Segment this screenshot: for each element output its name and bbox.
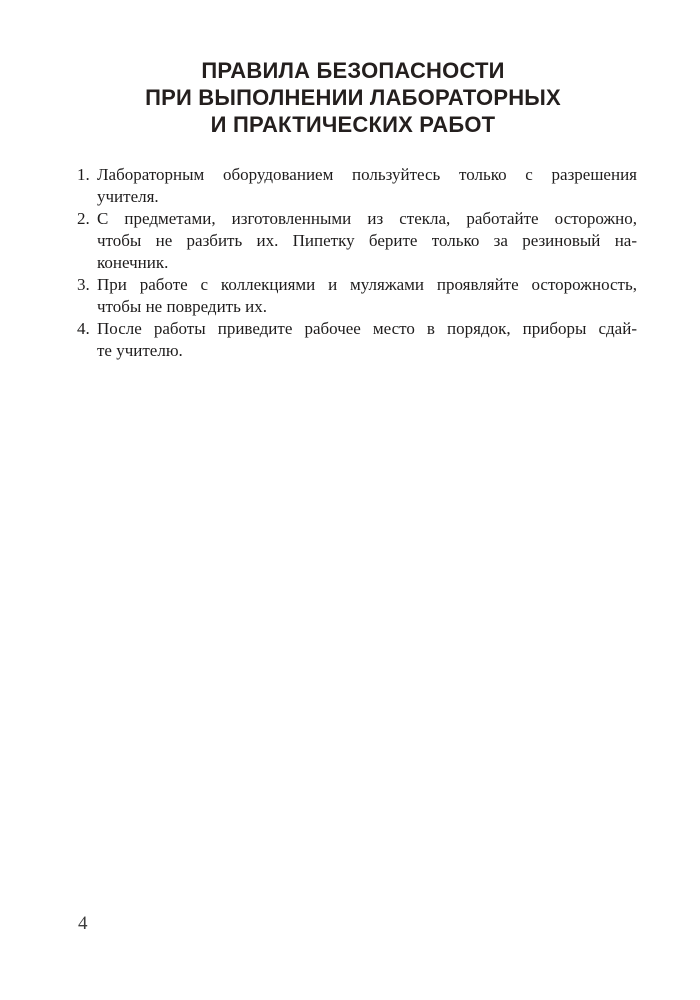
list-item-2: [77, 208, 637, 274]
item-number: 1.: [77, 165, 90, 184]
page-title-line-2: ПРИ ВЫПОЛНЕНИИ ЛАБОРАТОРНЫХ: [145, 85, 561, 110]
list-item-3: [77, 274, 637, 318]
item-number: 4.: [77, 319, 90, 338]
item-line: Лабораторным оборудованием пользуйтесь только с разрешения: [97, 165, 637, 184]
item-number: 2.: [77, 209, 90, 228]
item-number: 3.: [77, 275, 90, 294]
item-line: учителя.: [97, 187, 159, 206]
list-item-4: [77, 318, 637, 362]
item-line: чтобы не повредить их.: [97, 297, 267, 316]
safety-rules-list: [77, 164, 637, 362]
item-text: [97, 318, 637, 362]
item-text: [97, 164, 637, 208]
item-text: [97, 274, 637, 318]
page-number: 4: [78, 913, 88, 934]
list-item-1: [77, 164, 637, 208]
item-line: С предметами, изготовленными из стекла, работайте осторожно,: [97, 209, 637, 228]
item-line: те учителю.: [97, 341, 183, 360]
item-line: конечник.: [97, 253, 169, 272]
item-line: После работы приведите рабочее место в порядок, приборы сдай-: [97, 319, 637, 338]
item-line: При работе с коллекциями и муляжами проявляйте осторожность,: [97, 275, 637, 294]
page-title-line-3: И ПРАКТИЧЕСКИХ РАБОТ: [210, 112, 496, 137]
page-title: [70, 57, 636, 138]
page-title-line-1: ПРАВИЛА БЕЗОПАСНОСТИ: [201, 58, 505, 83]
item-line: чтобы не разбить их. Пипетку берите только за резиновый на-: [97, 231, 637, 250]
item-text: [97, 208, 637, 274]
